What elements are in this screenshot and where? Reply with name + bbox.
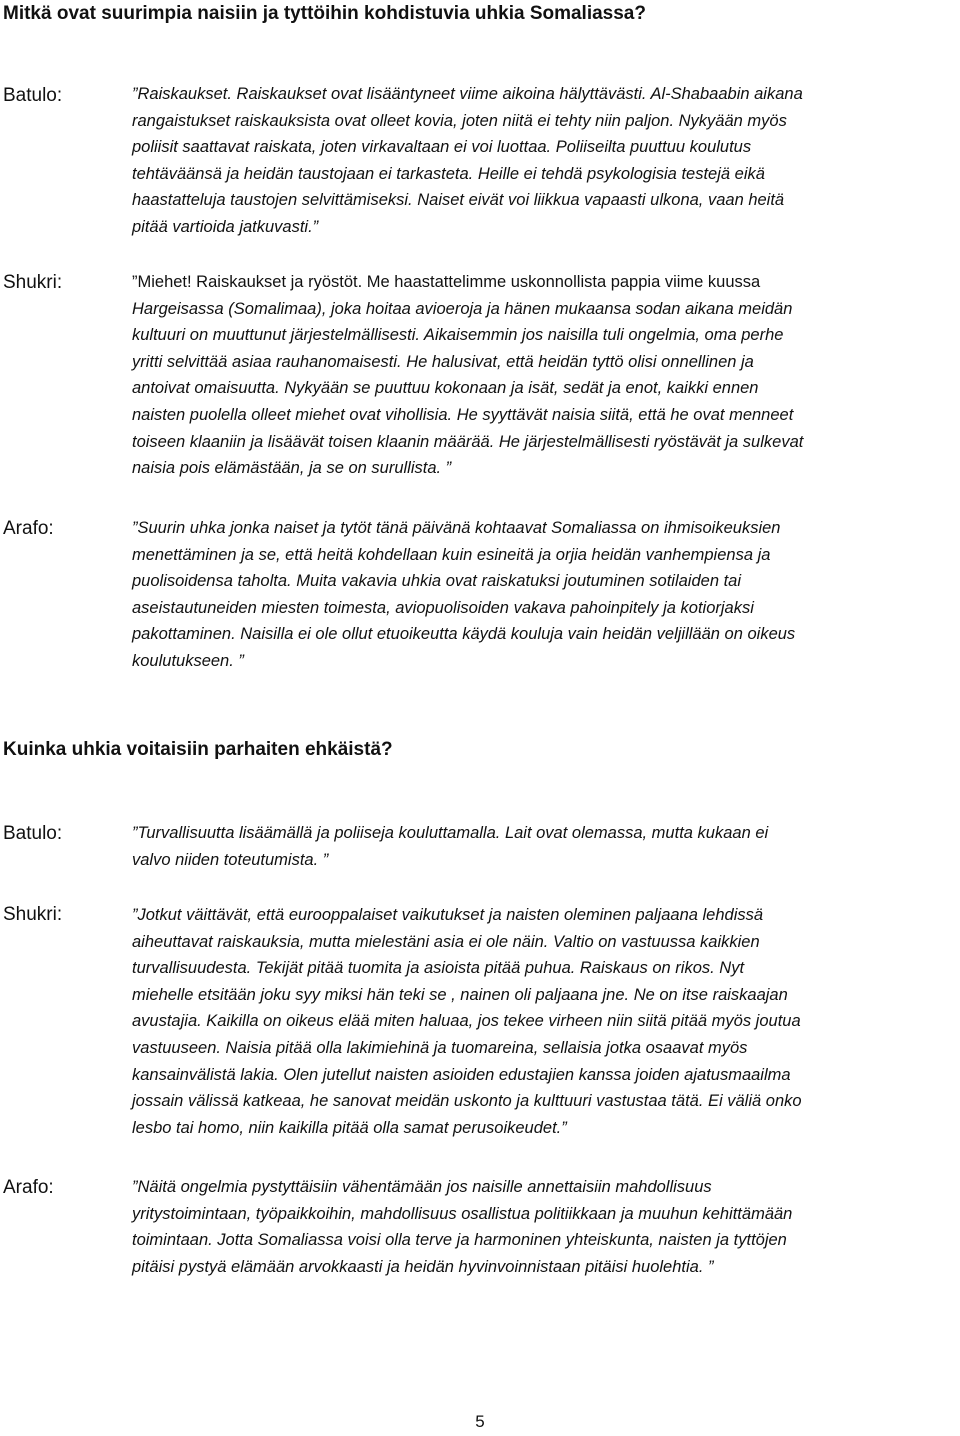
answer-line: haastatteluja taustojen selvittämiseksi. Naiset eivät voi liikkua vapaasti ulkona, vaan heitä (132, 191, 785, 210)
question-heading: Mitkä ovat suurimpia naisiin ja tyttöihin kohdistuvia uhkia Somaliassa? (3, 3, 646, 24)
answer-line: toiseen klaaniin ja lisäävät toisen klaanin määrää. He järjestelmällisesti ryöstävät ja sulkevat (132, 432, 804, 451)
speaker-label-shukri: Shukri: (3, 272, 63, 293)
answer-line: kultuuri on muuttunut järjestelmällisesti. Aikaisemmin jos naisilla tuli ongelmia, oma perhe (132, 326, 784, 345)
answer-line: ”Näitä ongelmia pystyttäisiin vähentämään jos naisille annettaisiin mahdollisuus (132, 1178, 712, 1196)
answer-line: turvallisuudesta. Tekijät pitää tuomita ja asioista pitää puhua. Raiskaus on rikos. Nyt (132, 959, 745, 978)
answer-line: pitäisi pystyä elämään arvokkaasti ja heidän hyvinvoinnistaan pitäisi huolehtia. ” (132, 1257, 714, 1276)
answer-line: menettäminen ja se, että heitä kohdellaan kuin esineitä ja orjia heidän vanhempiensa ja (132, 545, 771, 564)
answer-line: vastuuseen. Naisia pitää olla lakimiehinä ja tuomareina, sellaisia jotka osaavat myös (132, 1038, 748, 1057)
answer-line: toimintaan. Jotta Somaliassa voisi olla terve ja harmoninen yhteiskunta, naisten ja tyttöjen (132, 1231, 787, 1250)
question-heading: Kuinka uhkia voitaisiin parhaiten ehkäistä? (3, 739, 393, 760)
answer-shukri (132, 902, 954, 1141)
answer-batulo (132, 81, 954, 241)
answer-arafo (132, 1174, 954, 1280)
answer-line: ”Suurin uhka jonka naiset ja tytöt tänä päivänä kohtaavat Somaliassa on ihmisoikeuksien (132, 519, 781, 537)
answer-line: valvo niiden toteutumista. ” (132, 850, 329, 869)
speaker-label-arafo: Arafo: (3, 1177, 54, 1198)
answer-line: naisia pois elämästään, ja se on surullista. ” (132, 459, 452, 478)
answer-line: ”Raiskaukset. Raiskaukset ovat lisääntyneet viime aikoina hälyttävästi. Al-Shabaabin aikana (132, 85, 803, 103)
answer-line: aiheuttavat raiskauksia, mutta mielestäni asia ei ole näin. Valtio on vastuussa kaikkien (132, 932, 760, 951)
answer-line: ”Turvallisuutta lisäämällä ja poliiseja kouluttamalla. Lait ovat olemassa, mutta kukaan ei (132, 824, 769, 842)
answer-line: lesbo tai homo, niin kaikilla pitää olla samat perusoikeudet.” (132, 1118, 567, 1137)
answer-line: rangaistukset raiskauksista ovat olleet kovia, joten niitä ei tehty niin paljon. Nykyään myös (132, 111, 787, 130)
speaker-label-batulo: Batulo: (3, 823, 63, 844)
answer-line: naisten puolella olleet miehet ovat vihollisia. He syyttävät naisia siitä, että he ovat menneet (132, 405, 794, 424)
answer-line: poliisit saattavat raiskata, joten virkavaltaan ei voi luottaa. Poliiseilta puuttuu koulutus (132, 138, 752, 157)
answer-line: pitää vartioida jatkuvasti.” (132, 217, 319, 236)
answer-line: Hargeisassa (Somalimaa), joka hoitaa avioeroja ja hänen mukaansa sodan aikana meidän (132, 299, 793, 318)
answer-line: tehtäväänsä ja heidän taustojaan ei tarkasteta. Heille ei tehdä psykologisia testejä eikä (132, 164, 765, 183)
answer-line: koulutukseen. ” (132, 651, 244, 670)
answer-line: pakottaminen. Naisilla ei ole ollut etuoikeutta käydä kouluja vain heidän veljillään on oikeus (132, 625, 796, 644)
answer-line: miehelle etsitään joku syy miksi hän teki se , nainen oli paljaana jne. Ne on itse raiskaajan (132, 985, 788, 1004)
answer-line: yritystoimintaan, työpaikkoihin, mahdollisuus osallistua politiikkaan ja muuhun kehittämään (132, 1204, 793, 1223)
answer-line: jossain välissä katkeaa, he sanovat meidän uskonto ja kulttuuri vastustaa tätä. Ei väliä onko (132, 1092, 802, 1111)
answer-line: ”Jotkut väittävät, että eurooppalaiset vaikutukset ja naisten oleminen paljaana lehdissä (132, 906, 764, 924)
answer-line: antoivat omaisuutta. Nykyään se puuttuu kokonaan ja isät, sedät ja enot, kaikki ennen (132, 379, 759, 398)
page-number: 5 (475, 1412, 485, 1431)
speaker-label-arafo: Arafo: (3, 518, 54, 539)
answer-line: aseistautuneiden miesten toimesta, aviopuolisoiden vakava pahoinpitely ja kotiorjaksi (132, 598, 754, 617)
answer-line: ”Miehet! Raiskaukset ja ryöstöt. Me haastattelimme uskonnollista pappia viime kuussa (132, 273, 761, 291)
answer-line: yritti selvittää asiaa rauhanomaisesti. He halusivat, että heidän tyttö olisi onnellinen ja (132, 352, 754, 371)
answer-arafo (132, 515, 954, 675)
speaker-label-shukri: Shukri: (3, 904, 63, 925)
answer-shukri (132, 269, 954, 482)
answer-line: puolisoidensa taholta. Muita vakavia uhkia ovat raiskatuksi joutuminen sotilaiden tai (132, 572, 742, 591)
speaker-label-batulo: Batulo: (3, 85, 63, 106)
answer-batulo (132, 820, 954, 873)
answer-line: kansainvälistä lakia. Olen jutellut naisten asioiden edustajien kanssa joiden ajatusmaailma (132, 1065, 791, 1084)
answer-line: avustajia. Kaikilla on oikeus elää miten haluaa, jos tekee virheen niin siitä pitää myös joutua (132, 1012, 801, 1031)
